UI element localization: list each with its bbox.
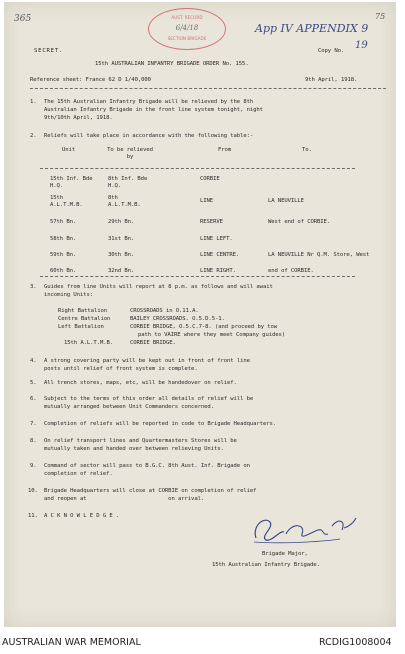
table-cell: 8th A.L.T.M.B. [108, 195, 141, 208]
handwritten-folio-number: 365 [14, 14, 32, 24]
table-rule [40, 276, 355, 277]
table-cell: RESERVE [200, 219, 223, 225]
para-line: Subject to the terms of this order all details of relief will be [44, 396, 254, 402]
table-rule [40, 168, 355, 169]
para-number: 10. [28, 488, 38, 494]
table-cell: 8th Inf. Bde H.Q. [108, 176, 148, 189]
para-line: 9th/10th April, 1918. [44, 115, 113, 121]
para-number: 7. [30, 421, 37, 427]
stamp-top-text: AUST. RECORD [171, 15, 203, 20]
para-line: and reopen at on arrival. [44, 496, 205, 502]
table-cell: 29th Bn. [108, 219, 135, 225]
handwritten-signature [250, 512, 360, 546]
handwritten-page-number: 75 [375, 12, 386, 21]
para-line: On relief transport lines and Quartermasters Stores will be [44, 438, 237, 444]
order-title: 15th AUSTRALIAN INFANTRY BRIGADE ORDER No. 155. [95, 61, 249, 67]
table-cell: 15th A.L.T.M.B. [50, 195, 83, 208]
para-number: 9. [30, 463, 37, 469]
signatory-unit: 15th Australian Infantry Brigade. [212, 562, 320, 568]
para-line: The 15th Australian Infantry Brigade will be relieved by the 8th [44, 99, 254, 105]
table-cell: West end of CORBIE. [268, 219, 331, 225]
para-line: Australian Infantry Brigade in the front line system tonight, night [44, 107, 263, 113]
guide-unit: 15th A.L.T.M.B. [64, 340, 114, 346]
archive-reference: RCDIG1008004 [319, 637, 392, 648]
para-number: 2. [30, 133, 37, 139]
para-number: 3. [30, 284, 37, 290]
table-cell: 15th Inf. Bde H.Q. [50, 176, 93, 189]
para-line: posts until relief of front system is complete. [44, 366, 198, 372]
para-number: 6. [30, 396, 37, 402]
table-cell: end of CORBIE. [268, 268, 314, 274]
table-cell: LINE [200, 198, 214, 204]
guide-location: CORBIE BRIDGE. [130, 340, 176, 346]
table-cell: 31st Bn. [108, 236, 135, 242]
order-date: 9th April, 1918. [305, 77, 358, 83]
guide-unit: Right Battalion [58, 308, 108, 314]
table-cell: 30th Bn. [108, 252, 135, 258]
guide-location: path to VAIRE where they meet Company guides) [138, 332, 286, 338]
para-line: Command of sector will pass to B.G.C. 8th Aust. Inf. Brigade on [44, 463, 250, 469]
table-cell: LINE LEFT. [200, 236, 233, 242]
table-header-from: From [218, 147, 232, 153]
para-line: incoming Units: [44, 292, 94, 298]
records-stamp [148, 8, 226, 50]
para-line: mutually arranged between Unit Commanders concerned. [44, 404, 214, 410]
archive-name: AUSTRALIAN WAR MEMORIAL [2, 637, 141, 648]
table-cell: 59th Bn. [50, 252, 77, 258]
para-number: 11. [28, 513, 38, 519]
para-line: Reliefs will take place in accordance with the following table:- [44, 133, 254, 139]
para-line: mutually taken and handed over between relieving Units. [44, 446, 224, 452]
guide-location: BAILEY CROSSROADS. O.5.D.5-1. [130, 316, 225, 322]
table-header-unit: Unit [62, 147, 76, 153]
copy-label: Copy No. [318, 48, 345, 54]
guide-location: CROSSROADS in O.11.A. [130, 308, 199, 314]
para-line: All trench stores, maps, etc, will be handedover on relief. [44, 380, 237, 386]
guide-location: CORBIE BRIDGE, O.5.C.7-8. (and proceed by tow [130, 324, 278, 330]
table-cell: 60th Bn. [50, 268, 77, 274]
table-cell: LINE RIGHT. [200, 268, 236, 274]
header-rule [30, 88, 386, 89]
guide-unit: Left Battalion [58, 324, 104, 330]
stamp-date: 6/4/18 [175, 24, 199, 32]
appendix-annotation: App IV APPENDIX 9 [255, 22, 369, 35]
signatory-role: Brigade Major, [262, 551, 308, 557]
para-line: Completion of reliefs will be reported in code to Brigade Headquarters. [44, 421, 277, 427]
table-header-to: To. [302, 147, 312, 153]
copy-number: 19 [355, 40, 368, 51]
para-line: Brigade Headquarters will close at CORBIE on completion of relief [44, 488, 257, 494]
table-header-relieved-by: To be relieved by [107, 147, 153, 160]
table-cell: LA NEUVILLE [268, 198, 304, 204]
para-line: A strong covering party will be kept out in front of front line [44, 358, 250, 364]
table-cell: 57th Bn. [50, 219, 77, 225]
reference-sheet: Reference sheet: France 62 D 1/40,000 [30, 77, 151, 83]
table-cell: 32nd Bn. [108, 268, 135, 274]
para-number: 4. [30, 358, 37, 364]
classification: SECRET. [34, 48, 64, 54]
para-line: completion of relief. [44, 471, 113, 477]
guide-unit: Centre Battalion [58, 316, 111, 322]
table-cell: 58th Bn. [50, 236, 77, 242]
table-cell: CORBIE [200, 176, 220, 182]
para-line: A C K N O W L E D G E . [44, 513, 120, 519]
stamp-bottom-text: SECTION BRIGADE [167, 36, 207, 41]
table-cell: LINE CENTRE. [200, 252, 240, 258]
table-cell: LA NEUVILLE Nr Q.M. Store, West [268, 252, 370, 258]
para-number: 5. [30, 380, 37, 386]
para-number: 1. [30, 99, 37, 105]
para-number: 8. [30, 438, 37, 444]
para-line: Guides from line Units will report at 8 p.m. as follows and will await [44, 284, 273, 290]
